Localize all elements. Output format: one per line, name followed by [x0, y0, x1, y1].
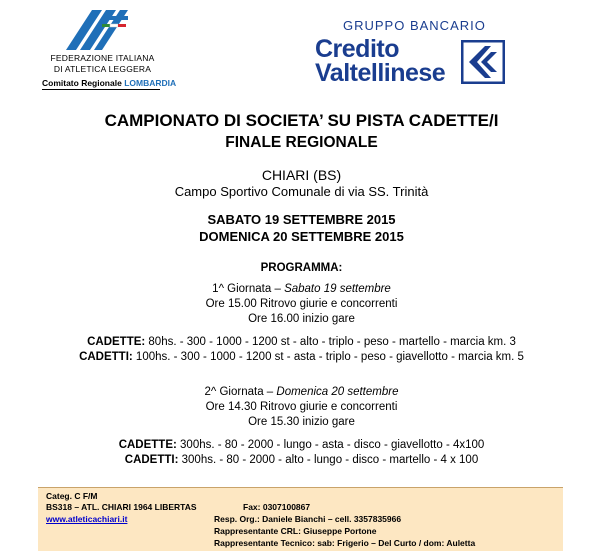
footer-society: BS318 – ATL. CHIARI 1964 LIBERTAS [46, 502, 197, 512]
day1-cadette-label: CADETTE: [87, 336, 146, 348]
day2-cadetti-label: CADETTI: [124, 454, 179, 466]
fidal-underline [42, 89, 160, 90]
footer-resp-org: Resp. Org.: Daniele Bianchi – cell. 3357835966 [214, 514, 402, 524]
day2-heading [0, 386, 603, 398]
day1-inizio: Ore 16.00 inizio gare [248, 313, 355, 325]
footer-fax: Fax: 0307100867 [243, 502, 311, 512]
footer-panel [38, 487, 563, 551]
venue-city: CHIARI (BS) [261, 167, 342, 183]
footer-categ: Categ. C F/M [46, 491, 98, 501]
day1-cadette-events: 80hs. - 300 - 1000 - 1200 st - alto - triplo - peso - martello - marcia km. 3 [145, 336, 516, 348]
creval-logo [313, 18, 523, 88]
day2-cadette-events: 300hs. - 80 - 2000 - lungo - asta - disco - giavellotto - 4x100 [176, 439, 485, 451]
fidal-logo [40, 6, 177, 92]
fidal-name-line2: DI ATLETICA LEGGERA [53, 64, 152, 74]
footer-rappr-crl: Rappresentante CRL: Giuseppe Portone [214, 526, 377, 536]
page-subtitle: FINALE REGIONALE [225, 134, 378, 151]
day1-heading-date: Sabato 19 settembre [284, 283, 391, 295]
venue-place: Campo Sportivo Comunale di via SS. Trinità [174, 184, 429, 199]
creval-mark-icon [461, 40, 505, 84]
day1-cadette [0, 336, 603, 348]
fidal-comitato-prefix: Comitato Regionale [42, 78, 122, 88]
creval-name-line2: Valtellinese [315, 59, 446, 87]
fidal-comitato [42, 78, 176, 88]
day2-cadetti [0, 454, 603, 466]
day2-cadette-label: CADETTE: [118, 439, 177, 451]
page-title: CAMPIONATO DI SOCIETA’ SU PISTA CADETTE/I [104, 111, 499, 130]
day1-cadetti-events: 100hs. - 300 - 1000 - 1200 st - asta - triplo - peso - giavellotto - marcia km. 5 [132, 351, 524, 363]
day2-cadette [0, 439, 603, 451]
fidal-name-line1: FEDERAZIONE ITALIANA [50, 53, 155, 63]
day1-heading-prefix: 1^ Giornata – [212, 283, 285, 295]
creval-group-label: GRUPPO BANCARIO [343, 18, 486, 33]
footer-website-link[interactable]: www.atleticachiari.it [46, 514, 128, 524]
day1-heading [0, 283, 603, 295]
day2-cadetti-events: 300hs. - 80 - 2000 - alto - lungo - disco - martello - 4 x 100 [178, 454, 479, 466]
day2-ritrovo: Ore 14.30 Ritrovo giurie e concorrenti [205, 401, 398, 413]
day2-heading-date: Domenica 20 settembre [276, 386, 399, 398]
fidal-emblem-icon [62, 6, 142, 52]
day2-inizio: Ore 15.30 inizio gare [248, 416, 355, 428]
fidal-comitato-region: LOMBARDIA [124, 78, 177, 88]
day1-cadetti-label: CADETTI: [79, 351, 133, 363]
date-day2: DOMENICA 20 SETTEMBRE 2015 [199, 229, 404, 244]
creval-name-line1: Credito [315, 35, 399, 63]
day2-heading-prefix: 2^ Giornata – [204, 386, 277, 398]
programma-heading: PROGRAMMA: [260, 262, 343, 274]
day1-ritrovo: Ore 15.00 Ritrovo giurie e concorrenti [205, 298, 398, 310]
day1-cadetti [0, 351, 603, 363]
footer-rappr-tec: Rappresentante Tecnico: sab: Frigerio – Del Curto / dom: Auletta [214, 538, 476, 548]
date-day1: SABATO 19 SETTEMBRE 2015 [207, 212, 396, 227]
